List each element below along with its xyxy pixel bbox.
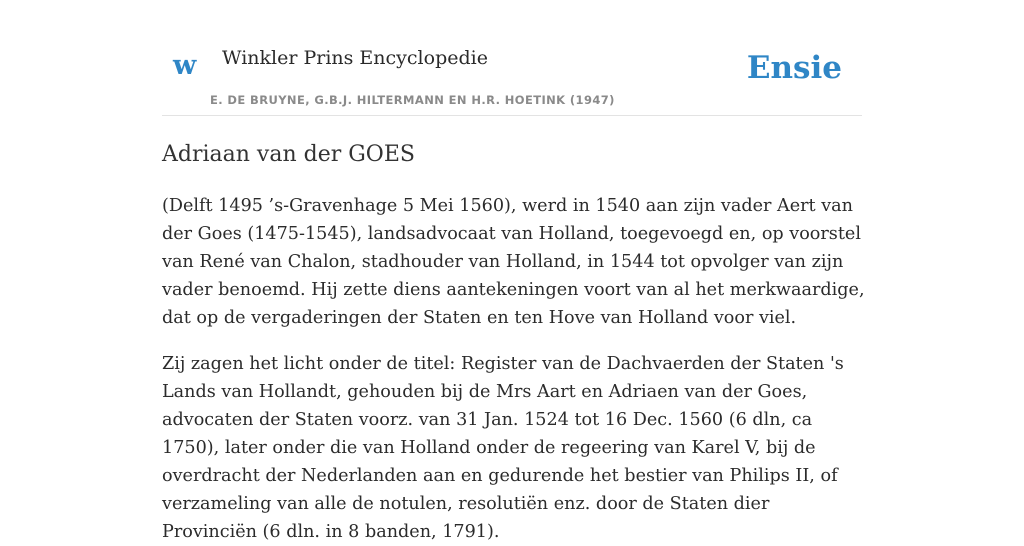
article-paragraph-1: (Delft 1495 ’s-Gravenhage 5 Mei 1560), werd in 1540 aan zijn vader Aert van der Goes (1475-1545), landsadvocaat van Holland, toegevoegd en, op voorstel van René van Chalon, stadhouder van Holland, in 1544 tot opvolger van zijn vader benoemd. Hij zette diens aantekeningen voort van al het merkwaardige, dat op de vergaderingen der Staten en ten Hove van Holland voor viel.: [162, 196, 865, 328]
site-header: [162, 40, 862, 116]
article-title: Adriaan van der GOES: [162, 142, 415, 167]
article-paragraph-2: Zij zagen het licht onder de titel: Register van de Dachvaerden der Staten 's Lands van Hollandt, gehouden bij de Mrs Aart en Adriaen van der Goes, advocaten der Staten voorz. van 31 Jan. 1524 tot 16 Dec. 1560 (6 dln, ca 1750), later onder die van Holland onder de regeering van Karel V, bij de overdracht der Nederlanden aan en gedurende het bestier van Philips II, of verzameling van alle de notulen, resolutiën enz. door de Staten dier Provinciën (6 dln. in 8 banden, 1791).: [162, 354, 844, 542]
source-authors: E. DE BRUYNE, G.B.J. HILTERMANN EN H.R. HOETINK (1947): [210, 93, 615, 107]
ensie-logo[interactable]: Ensie: [746, 50, 842, 86]
winkler-prins-logo-icon[interactable]: w: [173, 50, 197, 81]
article: [162, 140, 866, 546]
source-title[interactable]: Winkler Prins Encyclopedie: [222, 47, 488, 69]
